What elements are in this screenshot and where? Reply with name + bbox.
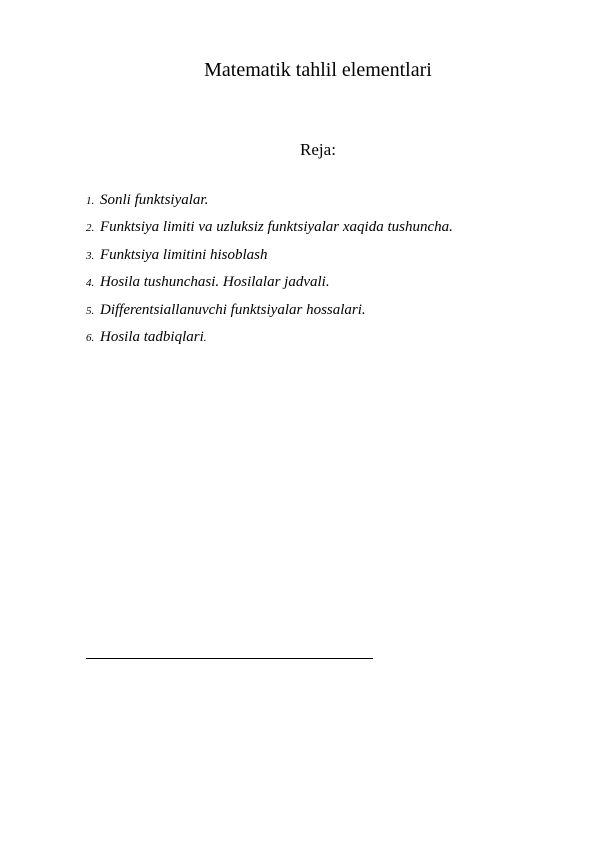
plan-item	[86, 192, 453, 219]
plan-item-text: Sonli funktsiyalar.	[100, 192, 209, 208]
plan-item-text: Funktsiya limitini hisoblash	[100, 246, 268, 263]
plan-item-number: 6.	[86, 331, 95, 344]
plan-item-text: Funktsiya limiti va uzluksiz funktsiyalar xaqida tushuncha.	[100, 219, 453, 236]
plan-heading: Reja:	[300, 140, 336, 159]
plan-list	[86, 192, 453, 356]
plan-item-text: Hosila tadbiqlari	[100, 328, 204, 345]
plan-item-number: 1.	[86, 195, 95, 207]
plan-item-number: 5.	[86, 304, 95, 317]
plan-item	[86, 329, 453, 356]
plan-item-text: Hosila tushunchasi. Hosilalar jadvali.	[100, 274, 330, 291]
plan-item-end-mark: .	[203, 331, 207, 344]
plan-item-text: Differentsiallanuvchi funktsiyalar hossalari.	[100, 301, 366, 318]
plan-item-number: 2.	[86, 222, 95, 235]
plan-item	[86, 219, 453, 246]
plan-item	[86, 247, 453, 274]
plan-item	[86, 302, 453, 329]
footnote-separator	[86, 658, 373, 659]
plan-item-number: 4.	[86, 277, 95, 290]
plan-item-number: 3.	[86, 249, 95, 262]
document-title: Matematik tahlil elementlari	[204, 59, 432, 81]
plan-item	[86, 274, 453, 301]
